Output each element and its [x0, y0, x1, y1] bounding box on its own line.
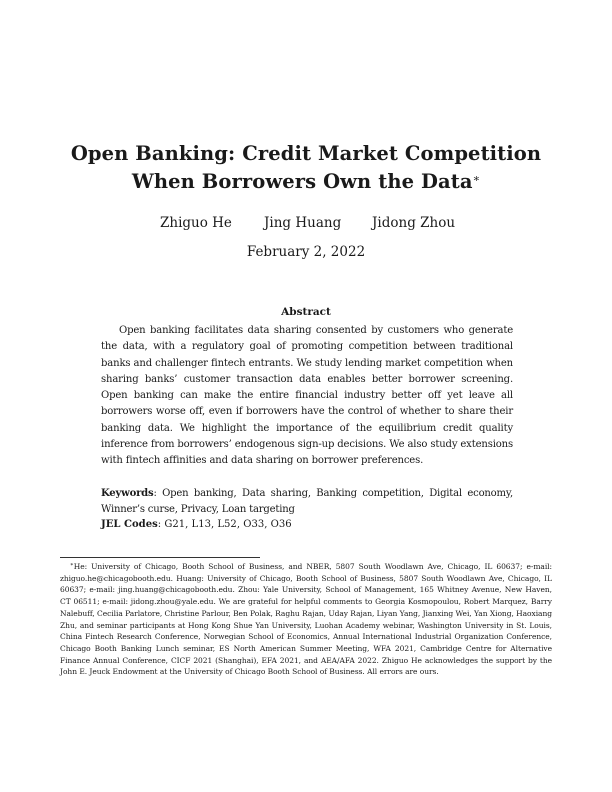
author-he: Zhiguo He [160, 215, 232, 231]
footnote-divider [60, 557, 260, 558]
title-line-2: When Borrowers Own the Data [131, 170, 473, 193]
author-list [0, 215, 612, 233]
footnote [60, 561, 552, 678]
author-huang: Jing Huang [264, 215, 342, 231]
abstract-text: Open banking facilitates data sharing consented by customers who generate the data, with a regulatory goal of promoting competition between traditional banks and challenger fintech entrants. We study lending market competition when sharing banks’ customer transaction data enables better borrower screening. Open banking can make the entire financial industry better off yet leave all borrowers worse off, even if borrowers have the control of whether to share their banking data. We highlight the importance of the equilibrium credit quality inference from borrowers’ endogenous sign-up decisions. We also study extensions with fintech affinities and data sharing on borrower preferences. [101, 325, 513, 467]
keywords [101, 486, 513, 517]
paper-date: February 2, 2022 [246, 244, 366, 260]
keywords-text: : Open banking, Data sharing, Banking competition, Digital economy, Winner’s curse, Privacy, Loan targeting [101, 488, 513, 515]
keywords-label: Keywords [101, 488, 154, 499]
jel-label: JEL Codes [101, 519, 158, 530]
author-zhou: Jidong Zhou [372, 215, 456, 231]
title-line-1: Open Banking: Credit Market Competition [70, 142, 542, 165]
footnote-mark: ∗ [70, 562, 74, 568]
footnote-text: He: University of Chicago, Booth School of Business, and NBER, 5807 South Woodlawn Ave, Chicago, IL 60637; e-mail: zhiguo.he@chicagobooth.edu. Huang: University of Chicago, Booth School of Business, 5807 South Woodlawn Ave, Chicago, IL 60637; e-mail: jing.huang@chicagobooth.edu. Zhou: Yale University, School of Management, 165 Whitney Avenue, New Haven, CT 06511; e-mail: jidong.zhou@yale.edu. We are grateful for helpful comments to Georgia Kosmopoulou, Robert Marquez, Barry Nalebuff, Cecilia Parlatore, Christine Parlour, Ben Polak, Raghu Rajan, Uday Rajan, Liyan Yang, Jianxing Wei, Yan Xiong, Haoxiang Zhu, and seminar participants at Hong Kong Shue Yan University, Luohan Academy webinar, Washington University in St. Louis, China Fintech Research Conference, Norwegian School of Economics, Annual International Industrial Organization Conference, Chicago Booth Banking Lunch seminar, ES North American Summer Meeting, WFA 2021, Cambridge Centre for Alternative Finance Annual Conference, CICF 2021 (Shanghai), EFA 2021, and AEA/AFA 2022. Zhiguo He acknowledges the support by the John E. Jeuck Endowment at the University of Chicago Booth School of Business. All errors are ours. [60, 562, 552, 677]
title-footnote-mark: ∗ [472, 172, 481, 185]
paper-title [60, 140, 552, 196]
jel-text: : G21, L13, L52, O33, O36 [157, 519, 292, 530]
abstract-heading: Abstract [281, 306, 331, 318]
jel-codes [101, 517, 513, 533]
